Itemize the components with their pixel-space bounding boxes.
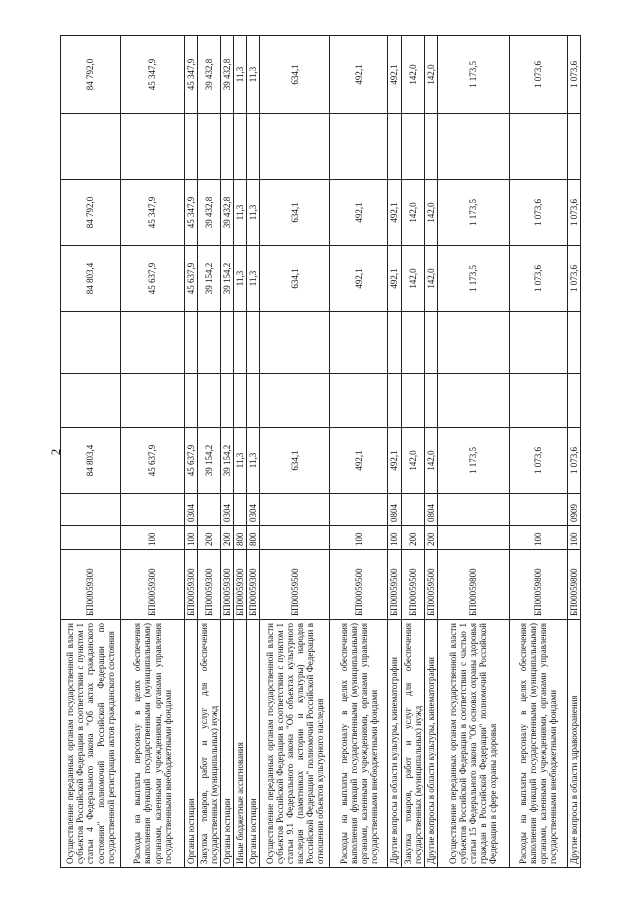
row-amount-4: 45 637,9 xyxy=(121,246,185,312)
row-name: Расходы на выплаты персоналу в целях обеспечения выполнения функций государственными (муниципальными) органами, казенными учреждениями, органами управления государственными внебюджетными фондами xyxy=(330,620,388,868)
row-amount-3 xyxy=(234,312,247,374)
row-amount-7: 142,0 xyxy=(401,36,424,114)
row-amount-1: 1 073,6 xyxy=(567,428,580,494)
row-expense-type: 800 xyxy=(247,526,260,550)
table-row xyxy=(247,36,260,868)
row-expense-type: 800 xyxy=(234,526,247,550)
row-name: Иные бюджетные ассигнования xyxy=(234,620,247,868)
table-row xyxy=(509,36,567,868)
row-name: Осуществление переданных органам государственной власти субъектов Российской Федерации в соответствии с пунктом 1 статьи 4 Федерального закона "Об актах гражданского состояния" полномочий Российской Федерации по государственной регистрации актов гражданского состояния xyxy=(61,620,121,868)
row-amount-2 xyxy=(330,374,388,428)
row-target-code: БП00059500 xyxy=(388,550,401,620)
row-amount-5: 142,0 xyxy=(401,180,424,246)
row-amount-1: 11,3 xyxy=(247,428,260,494)
row-name: Закупка товаров, работ и услуг для обеспечения государственных (муниципальных) нужд xyxy=(198,620,221,868)
row-amount-7: 142,0 xyxy=(424,36,437,114)
row-amount-2 xyxy=(509,374,567,428)
row-amount-7: 1 173,5 xyxy=(437,36,509,114)
row-amount-5: 45 347,9 xyxy=(121,180,185,246)
row-target-code: БП00059300 xyxy=(234,550,247,620)
row-amount-2 xyxy=(424,374,437,428)
table-row xyxy=(198,36,221,868)
row-name: Другие вопросы в области культуры, кинематографии xyxy=(424,620,437,868)
row-amount-5: 84 792,0 xyxy=(61,180,121,246)
row-target-code: БП00059300 xyxy=(61,550,121,620)
row-amount-7: 1 073,6 xyxy=(509,36,567,114)
row-expense-type: 100 xyxy=(330,526,388,550)
row-section-code xyxy=(198,494,221,526)
row-amount-5: 142,0 xyxy=(424,180,437,246)
row-target-code: БП00059500 xyxy=(401,550,424,620)
row-amount-1: 1 073,6 xyxy=(509,428,567,494)
row-amount-6 xyxy=(121,114,185,180)
row-amount-4: 1 073,6 xyxy=(509,246,567,312)
row-amount-1: 45 637,9 xyxy=(121,428,185,494)
row-section-code xyxy=(401,494,424,526)
row-amount-6 xyxy=(234,114,247,180)
row-target-code: БП00059300 xyxy=(185,550,198,620)
row-amount-5: 634,1 xyxy=(260,180,330,246)
table-row xyxy=(424,36,437,868)
row-expense-type: 100 xyxy=(121,526,185,550)
row-amount-5: 39 432,8 xyxy=(221,180,234,246)
row-amount-2 xyxy=(185,374,198,428)
row-amount-7: 634,1 xyxy=(260,36,330,114)
row-amount-7: 11,3 xyxy=(247,36,260,114)
row-name: Органы юстиции xyxy=(247,620,260,868)
row-section-code: 0804 xyxy=(424,494,437,526)
row-amount-4: 1 173,5 xyxy=(437,246,509,312)
row-amount-5: 45 347,9 xyxy=(185,180,198,246)
row-amount-1: 39 154,2 xyxy=(221,428,234,494)
row-amount-4: 1 073,6 xyxy=(567,246,580,312)
row-amount-6 xyxy=(185,114,198,180)
row-amount-4: 142,0 xyxy=(424,246,437,312)
row-section-code: 0304 xyxy=(221,494,234,526)
row-amount-6 xyxy=(437,114,509,180)
row-amount-4: 492,1 xyxy=(330,246,388,312)
row-amount-3 xyxy=(509,312,567,374)
row-amount-1: 142,0 xyxy=(424,428,437,494)
row-amount-4: 11,3 xyxy=(247,246,260,312)
row-target-code: БП00059500 xyxy=(260,550,330,620)
row-amount-6 xyxy=(330,114,388,180)
row-amount-3 xyxy=(437,312,509,374)
row-amount-1: 142,0 xyxy=(401,428,424,494)
row-amount-3 xyxy=(185,312,198,374)
row-amount-6 xyxy=(388,114,401,180)
row-amount-7: 45 347,9 xyxy=(121,36,185,114)
row-section-code: 0804 xyxy=(388,494,401,526)
row-amount-2 xyxy=(61,374,121,428)
row-target-code: БП00059800 xyxy=(509,550,567,620)
row-amount-4: 11,3 xyxy=(234,246,247,312)
row-amount-5: 492,1 xyxy=(330,180,388,246)
row-name: Осуществление переданных органам государственной власти субъектов Российской Федерации в соответствии с пунктом 1 статьи 9.1 Федерального закона "Об объектах культурного наследия (памятниках истории и культуры) народов Российской Федерации" полномочий Российской Федерации в отношении объектов культурного наследия xyxy=(260,620,330,868)
row-target-code: БП00059300 xyxy=(247,550,260,620)
row-amount-7: 84 792,0 xyxy=(61,36,121,114)
row-section-code xyxy=(330,494,388,526)
row-amount-3 xyxy=(247,312,260,374)
row-amount-3 xyxy=(424,312,437,374)
row-name: Расходы на выплаты персоналу в целях обеспечения выполнения функций государственными (муниципальными) органами, казенными учреждениями, органами управления государственными внебюджетными фондами xyxy=(121,620,185,868)
row-amount-2 xyxy=(247,374,260,428)
row-amount-7: 1 073,6 xyxy=(567,36,580,114)
row-amount-3 xyxy=(121,312,185,374)
row-expense-type: 100 xyxy=(567,526,580,550)
row-amount-7: 39 432,8 xyxy=(221,36,234,114)
row-name: Расходы на выплаты персоналу в целях обеспечения выполнения функций государственными (муниципальными) органами, казенными учреждениями, органами управления государственными внебюджетными фондами xyxy=(509,620,567,868)
row-amount-2 xyxy=(221,374,234,428)
row-amount-6 xyxy=(567,114,580,180)
row-amount-5: 1 073,6 xyxy=(567,180,580,246)
row-amount-4: 142,0 xyxy=(401,246,424,312)
row-expense-type xyxy=(260,526,330,550)
row-amount-3 xyxy=(401,312,424,374)
row-amount-6 xyxy=(260,114,330,180)
row-amount-3 xyxy=(260,312,330,374)
row-amount-6 xyxy=(509,114,567,180)
row-amount-6 xyxy=(221,114,234,180)
row-amount-5: 1 073,6 xyxy=(509,180,567,246)
row-target-code: БП00059300 xyxy=(198,550,221,620)
row-expense-type: 200 xyxy=(221,526,234,550)
row-amount-4: 492,1 xyxy=(388,246,401,312)
row-amount-2 xyxy=(260,374,330,428)
row-expense-type: 200 xyxy=(401,526,424,550)
row-expense-type xyxy=(61,526,121,550)
row-amount-5: 11,3 xyxy=(247,180,260,246)
row-amount-3 xyxy=(221,312,234,374)
row-name: Закупка товаров, работ и услуг для обеспечения государственных (муниципальных) нужд xyxy=(401,620,424,868)
row-amount-3 xyxy=(198,312,221,374)
row-amount-1: 492,1 xyxy=(330,428,388,494)
row-amount-6 xyxy=(247,114,260,180)
table-row xyxy=(330,36,388,868)
row-section-code xyxy=(61,494,121,526)
table-row xyxy=(388,36,401,868)
row-amount-7: 11,3 xyxy=(234,36,247,114)
row-amount-1: 11,3 xyxy=(234,428,247,494)
row-amount-3 xyxy=(388,312,401,374)
rotated-table-wrapper xyxy=(60,36,605,868)
row-amount-3 xyxy=(61,312,121,374)
table-row xyxy=(401,36,424,868)
row-section-code: 0304 xyxy=(247,494,260,526)
row-section-code xyxy=(121,494,185,526)
row-expense-type xyxy=(437,526,509,550)
table-row xyxy=(185,36,198,868)
row-amount-5: 1 173,5 xyxy=(437,180,509,246)
row-section-code xyxy=(260,494,330,526)
row-amount-5: 39 432,8 xyxy=(198,180,221,246)
row-amount-3 xyxy=(567,312,580,374)
row-name: Органы юстиции xyxy=(221,620,234,868)
table-row xyxy=(260,36,330,868)
row-expense-type: 100 xyxy=(509,526,567,550)
row-amount-6 xyxy=(401,114,424,180)
row-amount-2 xyxy=(121,374,185,428)
row-amount-4: 634,1 xyxy=(260,246,330,312)
row-target-code: БП00059800 xyxy=(437,550,509,620)
row-amount-1: 634,1 xyxy=(260,428,330,494)
row-amount-6 xyxy=(424,114,437,180)
row-expense-type: 200 xyxy=(424,526,437,550)
row-amount-5: 11,3 xyxy=(234,180,247,246)
row-amount-4: 84 803,4 xyxy=(61,246,121,312)
row-name: Осуществление переданных органам государственной власти субъектов Российской Федерации в соответствии с частью 1 статьи 15 Федерального закона "Об основах охраны здоровья граждан в Российской Федерации" полномочий Российской Федерации в сфере охраны здоровья xyxy=(437,620,509,868)
row-amount-1: 492,1 xyxy=(388,428,401,494)
row-amount-2 xyxy=(437,374,509,428)
table-row xyxy=(61,36,121,868)
row-expense-type: 200 xyxy=(198,526,221,550)
row-amount-7: 492,1 xyxy=(388,36,401,114)
row-target-code: БП00059300 xyxy=(121,550,185,620)
row-amount-2 xyxy=(234,374,247,428)
row-amount-2 xyxy=(401,374,424,428)
row-amount-4: 39 154,2 xyxy=(198,246,221,312)
row-amount-5: 492,1 xyxy=(388,180,401,246)
row-section-code xyxy=(437,494,509,526)
row-name: Другие вопросы в области здравоохранения xyxy=(567,620,580,868)
table-row xyxy=(567,36,580,868)
row-target-code: БП00059500 xyxy=(424,550,437,620)
row-target-code: БП00059800 xyxy=(567,550,580,620)
row-amount-1: 1 173,5 xyxy=(437,428,509,494)
row-name: Другие вопросы в области культуры, кинематографии xyxy=(388,620,401,868)
row-target-code: БП00059300 xyxy=(221,550,234,620)
table-row xyxy=(221,36,234,868)
row-amount-1: 84 803,4 xyxy=(61,428,121,494)
row-name: Органы юстиции xyxy=(185,620,198,868)
budget-table xyxy=(60,35,581,868)
row-amount-1: 39 154,2 xyxy=(198,428,221,494)
table-row xyxy=(121,36,185,868)
row-amount-6 xyxy=(61,114,121,180)
row-section-code: 0909 xyxy=(567,494,580,526)
row-expense-type: 100 xyxy=(388,526,401,550)
table-row xyxy=(437,36,509,868)
row-amount-2 xyxy=(198,374,221,428)
row-target-code: БП00059500 xyxy=(330,550,388,620)
row-amount-4: 45 637,9 xyxy=(185,246,198,312)
row-amount-4: 39 154,2 xyxy=(221,246,234,312)
row-amount-3 xyxy=(330,312,388,374)
row-amount-7: 39 432,8 xyxy=(198,36,221,114)
table-body xyxy=(61,36,581,868)
row-amount-2 xyxy=(388,374,401,428)
table-row xyxy=(234,36,247,868)
row-amount-2 xyxy=(567,374,580,428)
page-number: 2 xyxy=(48,448,63,456)
row-amount-6 xyxy=(198,114,221,180)
row-section-code xyxy=(509,494,567,526)
row-expense-type: 100 xyxy=(185,526,198,550)
row-amount-7: 45 347,9 xyxy=(185,36,198,114)
row-amount-1: 45 637,9 xyxy=(185,428,198,494)
row-section-code xyxy=(234,494,247,526)
row-amount-7: 492,1 xyxy=(330,36,388,114)
row-section-code: 0304 xyxy=(185,494,198,526)
